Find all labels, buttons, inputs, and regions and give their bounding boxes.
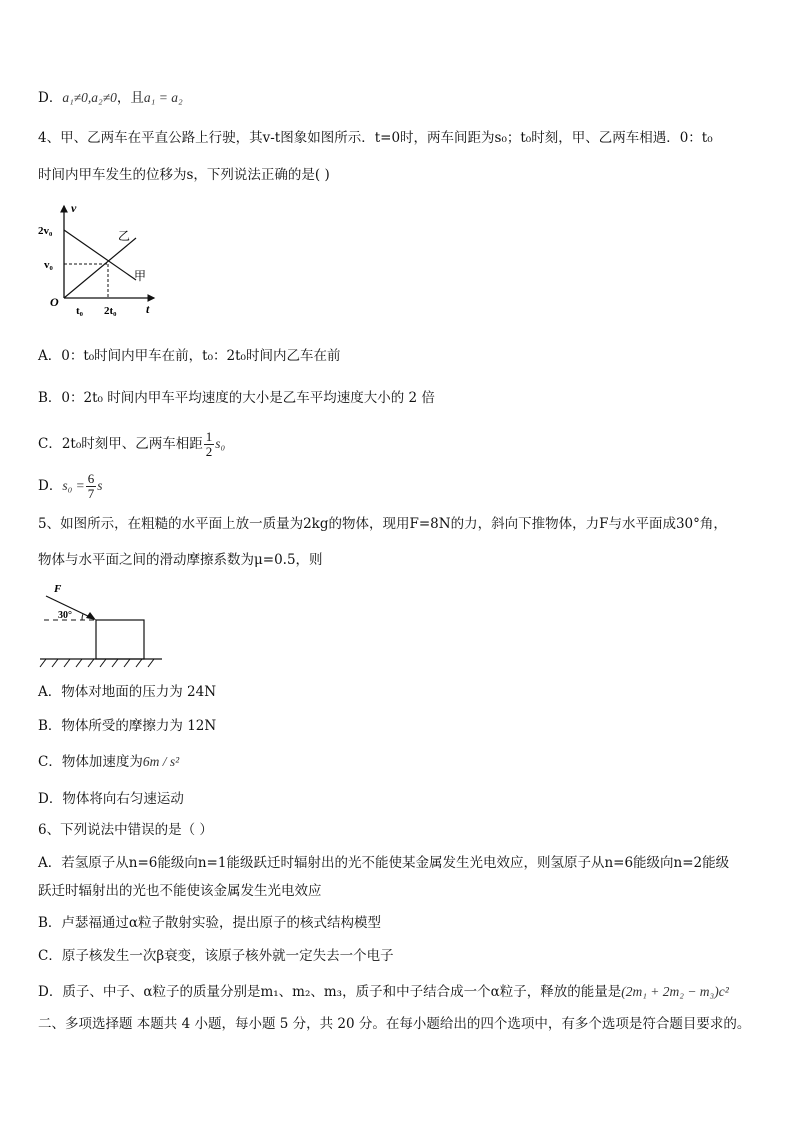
q4-stem-line1: 4、甲、乙两车在平直公路上行驶，其v-t图象如图所示．t=0时，两车间距为s₀；t₀时刻，甲、乙两车相遇．0：t₀ <box>38 130 713 146</box>
math-expression: s₀ <box>215 436 226 451</box>
q5-option-c <box>38 752 764 772</box>
angle-arc <box>82 614 83 620</box>
q6-option-b: B．卢瑟福通过α粒子散射实验，提出原子的核式结构模型 <box>38 915 382 931</box>
fraction-numerator: 6 <box>87 471 95 486</box>
label-yi: 乙 <box>118 229 131 243</box>
line-yi <box>64 238 136 298</box>
fraction-numerator: 1 <box>205 429 213 444</box>
t-axis-label: t <box>146 302 150 316</box>
origin-label: O <box>50 295 59 309</box>
fraction-six-sevenths <box>86 472 97 501</box>
q5-stem-line1: 5、如图所示，在粗糙的水平面上放一质量为2kg的物体，现用F=8N的力，斜向下推物体，力F与水平面成30°角， <box>38 516 727 532</box>
tick-v0: v₀ <box>44 259 53 271</box>
v-axis-label: v <box>71 201 77 215</box>
q6-option-a-line1: A．若氢原子从n=6能级向n=1能级跃迁时辐射出的光不能使某金属发生光电效应，则氢原子从n=6能级向n=2能级 <box>38 855 730 871</box>
fraction-denominator: 7 <box>87 486 95 501</box>
tick-2v0: 2v₀ <box>38 225 53 237</box>
q4-option-a: A．0：t₀时间内甲车在前，t₀：2t₀时间内乙车在前 <box>38 348 341 364</box>
q6-stem: 6、下列说法中错误的是（ ） <box>38 822 213 838</box>
fraction-denominator: 2 <box>205 444 213 459</box>
option-label: D． <box>38 478 63 494</box>
ground-hatching <box>40 659 154 667</box>
q5-stem-line2: 物体与水平面之间的滑动摩擦系数为μ=0.5，则 <box>38 552 323 568</box>
q5-force-figure <box>36 580 166 670</box>
q6-option-d <box>38 982 764 1002</box>
force-arrowhead <box>86 612 96 620</box>
q5-option-b: B．物体所受的摩擦力为 12N <box>38 718 217 734</box>
tick-t0: t₀ <box>76 305 83 317</box>
angle-label: 30° <box>58 610 72 621</box>
math-expression: s <box>97 478 103 493</box>
option-text: ，且 <box>116 90 144 106</box>
option-label: D． <box>38 90 63 106</box>
math-expression: 6m / s² <box>142 754 180 769</box>
q6-option-c: C．原子核发生一次β衰变，该原子核外就一定失去一个电子 <box>38 948 394 964</box>
block <box>96 620 144 659</box>
math-expression: a₁ = a₂ <box>143 90 183 105</box>
force-label: F <box>54 583 62 595</box>
option-text: D．质子、中子、α粒子的质量分别是m₁、m₂、m₃，质子和中子结合成一个α粒子，释放的能量是 <box>38 984 622 1000</box>
math-expression: (2m₁ + 2m₂ − m₃)c² <box>621 984 729 999</box>
option-text: C．物体加速度为 <box>38 754 143 770</box>
q4-stem-line2: 时间内甲车发生的位移为s，下列说法正确的是( ) <box>38 167 330 183</box>
q4-option-c <box>38 430 764 459</box>
section-2-header: 二、多项选择题 本题共 4 小题，每小题 5 分，共 20 分。在每小题给出的四个选项中，有多个选项是符合题目要求的。 <box>38 1016 751 1032</box>
label-jia: 甲 <box>134 269 147 283</box>
q5-option-a: A．物体对地面的压力为 24N <box>38 684 217 700</box>
math-expression: a₁≠0,a₂≠0 <box>62 90 117 105</box>
q3-option-d <box>38 88 764 108</box>
q6-option-a-line2: 跃迁时辐射出的光也不能使该金属发生光电效应 <box>38 883 322 899</box>
fraction-half <box>204 430 215 459</box>
q4-option-d <box>38 472 764 501</box>
option-text: C．2t₀时刻甲、乙两车相距 <box>38 436 203 452</box>
q4-option-b: B．0：2t₀ 时间内甲车平均速度的大小是乙车平均速度大小的 2 倍 <box>38 390 435 406</box>
q4-vt-graph <box>36 200 166 322</box>
tick-2t0: 2t₀ <box>104 305 117 317</box>
q5-option-d: D．物体将向右匀速运动 <box>38 791 184 807</box>
math-expression: s₀ = <box>62 478 85 493</box>
